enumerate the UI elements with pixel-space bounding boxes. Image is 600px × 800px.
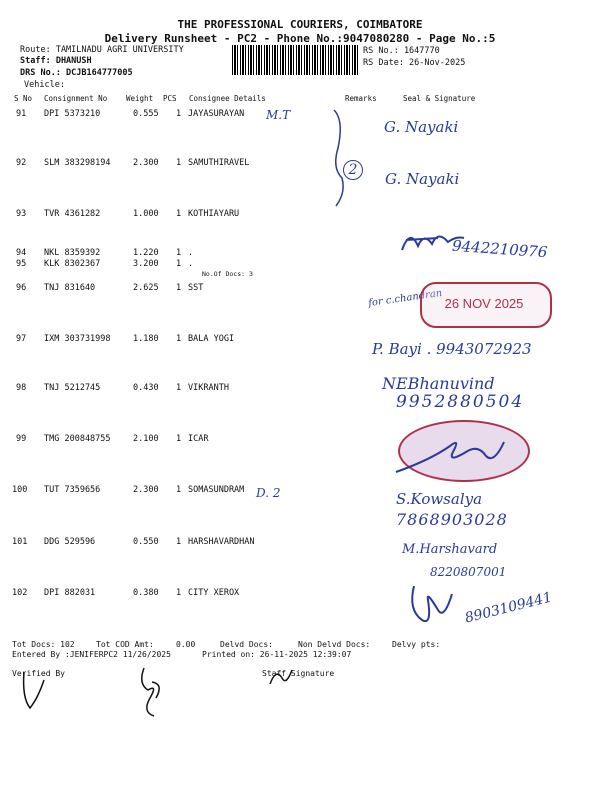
row-consignee: . [188,248,194,258]
row-pcs: 1 [176,109,182,119]
row-consignment: IXM 303731998 [44,334,111,344]
row-sno: 102 [12,588,28,598]
table-row [0,537,600,551]
tot-cod: Tot COD Amt: [96,640,154,649]
tot-docs: Tot Docs: 102 [12,640,75,649]
handwritten-name-101: M.Harshavard [402,542,498,557]
cod-value: 0.00 [176,640,196,649]
company-title: THE PROFESSIONAL COURIERS, COIMBATORE [177,18,423,31]
stamp-date: 26 NOV 2025 [444,296,524,311]
row-sno: 96 [16,283,27,293]
signature-96: for c.chandran [367,287,443,310]
delvd-docs: Delvd Docs: [220,640,273,649]
non-delvd-docs: Non Delvd Docs: [298,640,371,649]
row-weight: 3.200 [133,259,159,269]
signature-92: G. Nayaki [385,170,460,188]
col-sno: S No [14,94,33,103]
rs-no: RS No.: 1647770 [363,46,440,56]
signature-91: G. Nayaki [384,118,459,136]
row-consignment: KLK 8302367 [44,259,101,269]
row-pcs: 1 [176,588,182,598]
row-consignment: TNJ 831640 [44,283,96,293]
row-consignee: . [188,259,194,269]
row-pcs: 1 [176,248,182,258]
row-pcs: 1 [176,537,182,547]
row-sno: 94 [16,248,27,258]
row-weight: 2.625 [133,283,159,293]
row-consignee: ICAR [188,434,209,444]
drs-label: DRS No.: DCJB164777005 [20,68,133,78]
row-weight: 1.220 [133,248,159,258]
handwritten-phone-102: 8903109441 [463,589,554,627]
row-sno: 101 [12,537,28,547]
verified-signature-icon [18,668,58,714]
col-remarks: Remarks [345,94,377,103]
row-sno: 93 [16,209,27,219]
row-sno: 99 [16,434,27,444]
handwritten-mt: M.T [266,108,291,122]
row-consignment: SLM 383298194 [44,158,111,168]
row-pcs: 1 [176,334,182,344]
row-weight: 0.550 [133,537,159,547]
staff-label: Staff: DHANUSH [20,56,92,66]
row-sno: 95 [16,259,27,269]
circled-2: 2 [343,160,363,180]
runsheet-title: Delivery Runsheet - PC2 - Phone No.:9047080280 - Page No.:5 [104,32,496,45]
row-consignment: NKL 8359392 [44,248,101,258]
row-sno: 91 [16,109,27,119]
row-pcs: 1 [176,434,182,444]
row-weight: 0.555 [133,109,159,119]
row-pcs: 1 [176,158,182,168]
row-pcs: 1 [176,485,182,495]
row-consignee: KOTHIAYARU [188,209,240,219]
staff-signature: Staff Signature [262,669,335,678]
no-of-docs: No.Of Docs: 3 [202,270,253,278]
col-seal: Seal & Signature [403,94,476,103]
bracket-mark [328,108,352,208]
row-consignment: TVR 4361282 [44,209,101,219]
row-pcs: 1 [176,259,182,269]
handwritten-name-98: NEBhanuvind [382,374,495,393]
date-stamp [420,282,552,328]
row-sno: 97 [16,334,27,344]
row-weight: 1.000 [133,209,159,219]
handwritten-phone-100: 7868903028 [396,510,508,529]
verified-signature-2-icon [134,664,174,720]
signature-102-icon [404,580,464,630]
table-row [0,259,600,273]
handwritten-phone-98: 9952880504 [396,392,525,412]
row-consignee: VIKRANTH [188,383,229,393]
table-row [0,209,600,223]
row-sno: 92 [16,158,27,168]
row-pcs: 1 [176,383,182,393]
row-consignee: JAYASURAYAN [188,109,245,119]
col-pcs: PCS [163,94,177,103]
vehicle-label: Vehicle: [24,80,65,90]
col-consignee: Consignee Details [189,94,266,103]
row-pcs: 1 [176,283,182,293]
handwritten-d2: D. 2 [256,486,281,500]
staff-signature-mark-icon [266,664,296,688]
barcode [232,45,360,75]
row-consignment: DDG 529596 [44,537,96,547]
printed-on: Printed on: 26-11-2025 12:39:07 [202,650,352,659]
table-row [0,158,600,172]
row-consignee: SAMUTHIRAVEL [188,158,250,168]
col-consignment: Consignment No [44,94,108,103]
row-consignment: TNJ 5212745 [44,383,101,393]
row-pcs: 1 [176,209,182,219]
row-consignment: TMG 200848755 [44,434,111,444]
table-header [0,94,600,108]
row-weight: 0.380 [133,588,159,598]
row-consignment: DPI 882031 [44,588,96,598]
handwritten-phone-101: 8220807001 [430,565,507,579]
row-sno: 100 [12,485,28,495]
signature-99-icon [390,430,510,478]
route-label: Route: TAMILNADU AGRI UNIVERSITY [20,45,184,55]
col-weight: Weight [126,94,154,103]
row-consignee: SST [188,283,204,293]
row-consignment: TUT 7359656 [44,485,101,495]
row-weight: 2.300 [133,485,159,495]
row-consignee: HARSHAVARDHAN [188,537,255,547]
handwritten-name-100: S.Kowsalya [396,490,483,508]
delvy-pts: Delvy pts: [392,640,441,649]
row-consignee: BALA YOGI [188,334,235,344]
signature-97: P. Bayi . 9943072923 [372,340,532,358]
entered-by: Entered By :JENIFERPC2 11/26/2025 [12,650,171,659]
row-weight: 1.180 [133,334,159,344]
row-consignment: DPI 5373210 [44,109,101,119]
verified-by: Verified By [12,669,65,678]
row-weight: 2.300 [133,158,159,168]
row-weight: 0.430 [133,383,159,393]
handwritten-phone-94: 9442210976 [451,236,548,262]
rs-date: RS Date: 26-Nov-2025 [363,58,466,68]
row-consignee: CITY XEROX [188,588,240,598]
row-consignee: SOMASUNDRAM [188,485,245,495]
row-sno: 98 [16,383,27,393]
table-row [0,485,600,499]
table-row [0,109,600,123]
row-weight: 2.100 [133,434,159,444]
